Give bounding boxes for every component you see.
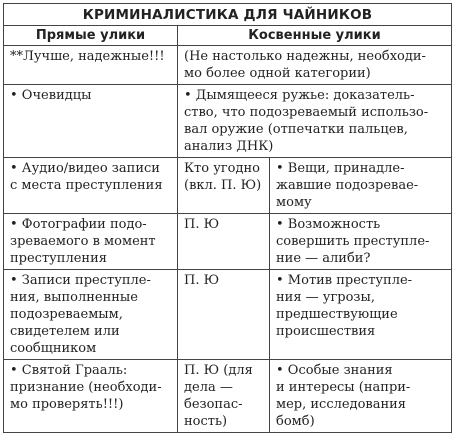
intro-direct-cell	[4, 46, 178, 85]
indirect-evidence-line: и интересы (напри-	[276, 380, 411, 395]
table-row	[4, 270, 452, 360]
who-cell	[178, 214, 270, 270]
direct-evidence-cell	[4, 270, 178, 360]
table-title: КРИМИНАЛИСТИКА ДЛЯ ЧАЙНИКОВ	[4, 4, 452, 26]
who-line: П. Ю	[184, 273, 220, 288]
direct-evidence-line: • Записи преступле-	[10, 273, 151, 288]
indirect-evidence-line: происшествия	[276, 324, 376, 339]
direct-evidence-cell	[4, 158, 178, 214]
direct-evidence-line: • Аудио/видео записи	[10, 161, 160, 176]
direct-evidence-cell	[4, 214, 178, 270]
indirect-evidence-cell	[270, 360, 452, 433]
direct-evidence-line: • Святой Грааль:	[10, 363, 128, 378]
indirect-evidence-line: ния — угрозы,	[276, 290, 375, 305]
indirect-evidence-cell	[178, 85, 452, 158]
direct-evidence-line: сообщником	[10, 341, 97, 356]
who-line: Кто угодно	[184, 161, 260, 176]
direct-evidence-cell	[4, 85, 178, 158]
table-row	[4, 214, 452, 270]
indirect-evidence-line: бомб)	[276, 414, 315, 429]
table-row	[4, 360, 452, 433]
table-row	[4, 85, 452, 158]
direct-evidence-line: • Очевидцы	[10, 88, 92, 103]
indirect-evidence-cell	[270, 158, 452, 214]
indirect-evidence-line: анализ ДНК)	[184, 139, 274, 154]
direct-evidence-line: • Фотографии подо-	[10, 217, 147, 232]
indirect-evidence-line: жавшие подозревае-	[276, 178, 419, 193]
intro-indirect-cell	[178, 46, 452, 85]
who-line: ность)	[184, 414, 228, 429]
direct-evidence-line: подозреваемым,	[10, 307, 123, 322]
indirect-evidence-line: • Возможность	[276, 217, 381, 232]
indirect-evidence-cell	[270, 270, 452, 360]
indirect-evidence-cell	[270, 214, 452, 270]
header-direct-evidence: Прямые улики	[4, 26, 178, 46]
indirect-evidence-line: • Мотив преступле-	[276, 273, 413, 288]
intro-direct-text: **Лучше, надежные!!!	[10, 49, 165, 64]
who-cell	[178, 158, 270, 214]
who-cell	[178, 360, 270, 433]
intro-row	[4, 46, 452, 85]
indirect-evidence-line: предшествующие	[276, 307, 398, 322]
indirect-evidence-line: мому	[276, 195, 312, 210]
direct-evidence-cell	[4, 360, 178, 433]
who-cell	[178, 270, 270, 360]
who-line: дела —	[184, 380, 233, 395]
who-line: (вкл. П. Ю)	[184, 178, 262, 193]
forensics-table	[3, 3, 452, 433]
indirect-evidence-line: ство, что подозреваемый использо-	[184, 105, 429, 120]
direct-evidence-line: свидетелем или	[10, 324, 120, 339]
who-line: П. Ю	[184, 217, 220, 232]
table-row	[4, 158, 452, 214]
title-row	[4, 4, 452, 26]
indirect-evidence-line: • Вещи, принадле-	[276, 161, 405, 176]
who-line: П. Ю (для	[184, 363, 253, 378]
direct-evidence-line: преступления	[10, 251, 107, 266]
indirect-evidence-line: • Особые знания	[276, 363, 393, 378]
direct-evidence-line: с места преступления	[10, 178, 163, 193]
indirect-evidence-line: вал оружие (отпечатки пальцев,	[184, 122, 408, 137]
indirect-evidence-line: ние — алиби?	[276, 251, 371, 266]
indirect-evidence-line: • Дымящееся ружье: доказатель-	[184, 88, 415, 103]
direct-evidence-line: зреваемого в момент	[10, 234, 156, 249]
column-header-row	[4, 26, 452, 46]
direct-evidence-line: признание (необходи-	[10, 380, 162, 395]
header-indirect-evidence: Косвенные улики	[178, 26, 452, 46]
indirect-evidence-line: совершить преступле-	[276, 234, 430, 249]
intro-indirect-line: мо более одной категории)	[184, 66, 371, 81]
intro-indirect-line: (Не настолько надежны, необходи-	[184, 49, 426, 64]
who-line: безопас-	[184, 397, 243, 412]
indirect-evidence-line: мер, исследования	[276, 397, 406, 412]
direct-evidence-line: мо проверять!!!)	[10, 397, 124, 412]
direct-evidence-line: ния, выполненные	[10, 290, 138, 305]
